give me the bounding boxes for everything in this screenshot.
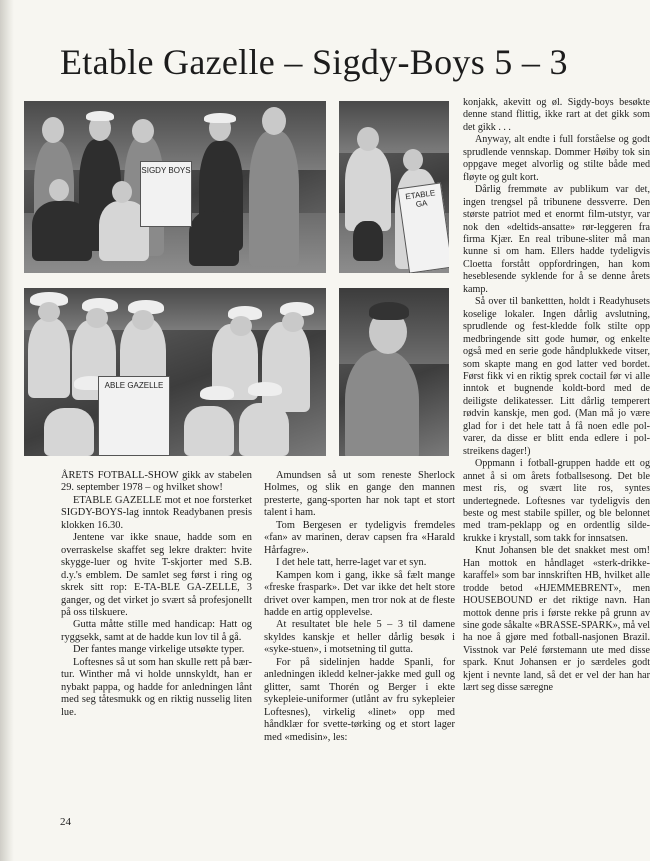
page-binding-shadow xyxy=(0,0,14,861)
paragraph: Gutta måtte stille med handicap: Hatt og ryggsekk, samt at de hadde kun lov til å gå. xyxy=(61,619,252,643)
paragraph: Dårlig fremmøte av publikum var det, ingen trengsel på tribunene dessverre. Den største patriot med et enormt film-utstyr, var nok den «deltids-ansatte» rør-leggeren fra firma Kjær. En real tribune-sliter må man kunne si om ham. Ellers hadde tydeligvis Cloetta forstått oppfordringen, han kom heseblesende syklende for å se denne årets kamp. xyxy=(463,184,650,295)
paragraph: Loftesnes så ut som han skulle rett på bær-tur. Winther må vi holde unnskyldt, han er nybakt pappa, og hadde for anledningen lånt med seg tåtesmukk og en riktig nusselig liten lue. xyxy=(61,656,252,718)
paragraph: ETABLE GAZELLE mot et noe forsterket SIGDY-BOYS-lag inntok Readybanen presis klokken 16.30. xyxy=(61,494,252,531)
paragraph: Så over til bankettten, holdt i Readyhusets koselige lokaler. Ingen dårlig avslutning, sprudlende og fest-kledde folk stilte opp medbringende sitt gode humør, og enkelte også med en serie gode håndplukkede vitser, som skapte mang en god latter ved bordet. Først fikk vi en riktig sprek coctail før vi alle inntok et bugnende koldt-bord med de deiligste delikatesser. Litt dårlig temperert rødvin kanskje, men god. (Man må jo være glad for i det hele tatt å få noen edle pol-varer, da disse er blitt enda edlere i pol-streikens dager!) xyxy=(463,296,650,457)
paragraph: Kampen kom i gang, ikke så fælt mange «freske fraspark». Det var ikke det helt store drivet over kampen, men tror nok at de fleste hadde en artig opplevelse. xyxy=(264,569,455,618)
paragraph: ÅRETS FOTBALL-SHOW gikk av stabelen 29. september 1978 – og hvilket show! xyxy=(61,470,252,494)
photo-sign: SIGDY BOYS xyxy=(140,161,192,227)
paragraph: Jentene var ikke snaue, hadde som en overraskelse skaffet seg lekre drakter: hvite skygge-luer og hvite T-skjorter med S.B. d.y.'s emblem. De samlet seg først i ring og skrek sitt rop: E-TA-BLE GA-ZELLE, 3 ganger, og det virket jo svært så profesjonellt på oss tilskuere. xyxy=(61,532,252,618)
article-column-1 xyxy=(61,470,252,719)
paragraph: Tom Bergesen er tydeligvis fremdeles «fan» av marinen, derav capsen fra «Harald Hårfagre». xyxy=(264,519,455,556)
paragraph: I det hele tatt, herre-laget var et syn. xyxy=(276,557,427,569)
photo-player-portrait xyxy=(339,288,449,456)
photo-sign: ABLE GAZELLE xyxy=(98,376,170,456)
photo-sign: ETABLE GA xyxy=(397,182,449,273)
paragraph: Amundsen så ut som reneste Sherlock Holmes, og slik en gange den mannen presterte, gang-sporten har nok tapt et stort talent i ham. xyxy=(264,470,455,519)
paragraph: Oppmann i fotball-gruppen hadde ett og annet å si om årets fotballsesong. Det ble mest ris, og svært lite ros, syntes undertegnede. Loftesnes var tydeligvis den beste og mest stabile spiller, og ble belonnet med tram-peklapp og en ordentlig silde-krukke i krystall, som takk for innsatsen. xyxy=(463,458,650,544)
paragraph: Anyway, alt endte i full forståelse og godt sprudlende vennskap. Dommer Høiby tok sin oppgave meget alvorlig og stilte både med fløyte og gult kort. xyxy=(463,134,650,183)
photo-etable-gazelle-team xyxy=(24,288,326,456)
paragraph: Knut Johansen ble det snakket mest om! Han mottok en håndlaget «sterk-drikke-karaffel» som bar innskriften HB, hvilket alle trodde betod «HJEMMEBRENT», men HOUSEBOUND er det riktige navn. Han mottok denne pris i første rekke på grunn av sine gode såkalte «BRASSE-SPARK», må vel ha noe å gjøre med fotball-nasjonen Brazil. Visstnok var Pelé førstemann ute med disse spark. Knut Johansen er jo særdeles godt kjent i nevnte land, så det er vel der han har lært seg disse særegne xyxy=(463,545,650,694)
article-column-2 xyxy=(264,470,455,744)
paragraph: Der fantes mange virkelige utsøkte typer. xyxy=(73,644,245,656)
page-number: 24 xyxy=(60,816,71,828)
photo-nurses-sideline xyxy=(339,101,449,273)
paragraph: At resultatet ble hele 5 – 3 til damene skyldes kanskje et heller dårlig besøk i «syke-stuen», i motsetning til gutta. xyxy=(264,619,455,656)
photo-sigdy-boys-team xyxy=(24,101,326,273)
article-title: Etable Gazelle – Sigdy-Boys 5 – 3 xyxy=(60,42,568,82)
article-column-3 xyxy=(463,97,650,817)
paragraph: For på sidelinjen hadde Spanli, for anledningen ikledd kelner-jakke med gull og glitter, samt Thorén og Berger i ekte sykepleie-uniformer (utlånt av fru sykepleier Loftesnes), virkelig «linet» opp med håndklær for svette-tørking og et stort lager med «medisin», les: xyxy=(264,656,455,743)
paragraph: konjakk, akevitt og øl. Sigdy-boys besøkte denne stand flittig, ikke rart at det gikk som det gikk . . . xyxy=(463,97,650,133)
